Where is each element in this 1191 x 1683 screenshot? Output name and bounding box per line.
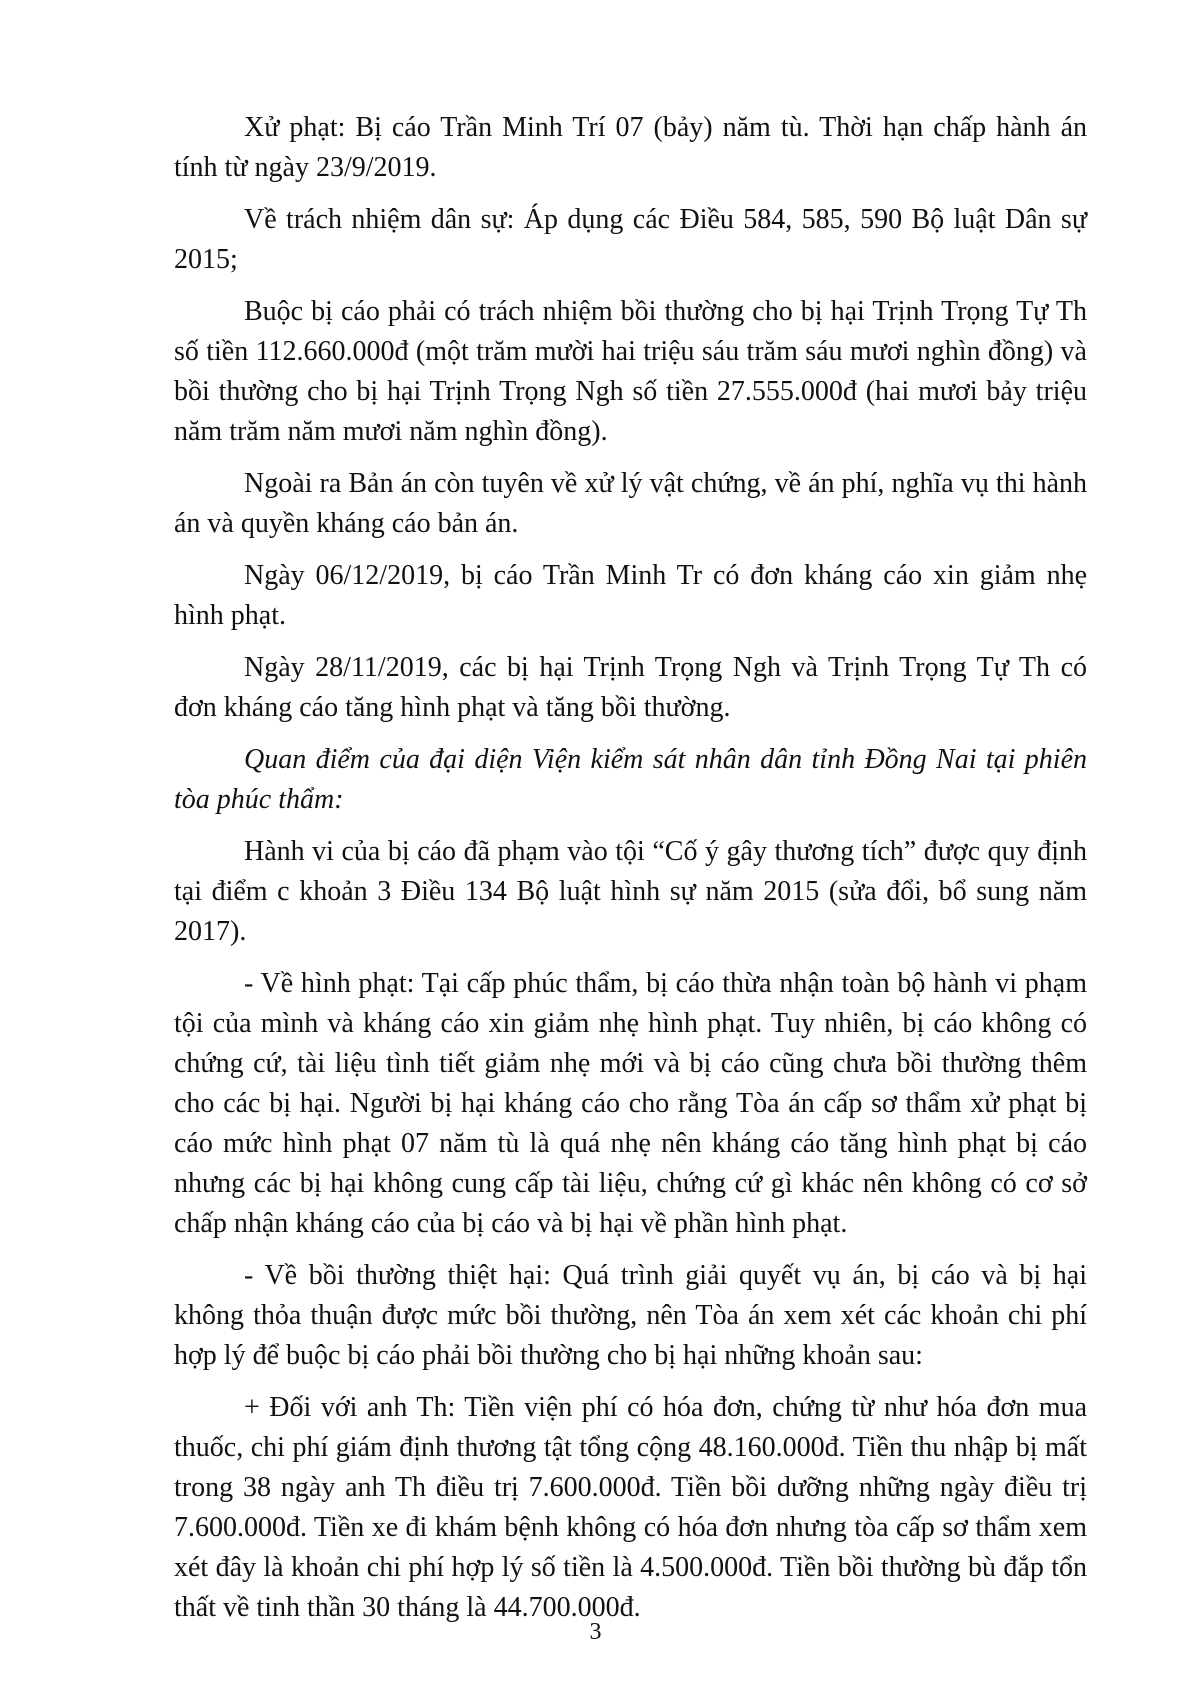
paragraph-defendant-appeal: Ngày 06/12/2019, bị cáo Trần Minh Tr có đơn kháng cáo xin giảm nhẹ hình phạt.	[174, 560, 1087, 631]
document-body	[174, 108, 1087, 1640]
section-heading-procuracy-view: Quan điểm của đại diện Viện kiểm sát nhân dân tỉnh Đồng Nai tại phiên tòa phúc thẩm:	[174, 744, 1087, 815]
paragraph-damages-th: + Đối với anh Th: Tiền viện phí có hóa đơn, chứng từ như hóa đơn mua thuốc, chi phí giám định thương tật tổng cộng 48.160.000đ. Tiền thu nhập bị mất trong 38 ngày anh Th điều trị 7.600.000đ. Tiền bồi dưỡng những ngày điều trị 7.600.000đ. Tiền xe đi khám bệnh không có hóa đơn nhưng tòa cấp sơ thẩm xem xét đây là khoản chi phí hợp lý số tiền là 4.500.000đ. Tiền bồi thường bù đắp tổn thất về tinh thần 30 tháng là 44.700.000đ.	[174, 1392, 1087, 1623]
paragraph-compensation-order: Buộc bị cáo phải có trách nhiệm bồi thường cho bị hại Trịnh Trọng Tự Th số tiền 112.660.000đ (một trăm mười hai triệu sáu trăm sáu mươi nghìn đồng) và bồi thường cho bị hại Trịnh Trọng Ngh số tiền 27.555.000đ (hai mươi bảy triệu năm trăm năm mươi năm nghìn đồng).	[174, 296, 1087, 447]
paragraph-sentence: Xử phạt: Bị cáo Trần Minh Trí 07 (bảy) năm tù. Thời hạn chấp hành án tính từ ngày 23/9/2019.	[174, 112, 1087, 183]
page-number: 3	[589, 1619, 602, 1645]
paragraph-offense: Hành vi của bị cáo đã phạm vào tội “Cố ý gây thương tích” được quy định tại điểm c khoản 3 Điều 134 Bộ luật hình sự năm 2015 (sửa đổi, bổ sung năm 2017).	[174, 836, 1087, 947]
paragraph-penalty: - Về hình phạt: Tại cấp phúc thẩm, bị cáo thừa nhận toàn bộ hành vi phạm tội của mình và kháng cáo xin giảm nhẹ hình phạt. Tuy nhiên, bị cáo không có chứng cứ, tài liệu tình tiết giảm nhẹ mới và bị cáo cũng chưa bồi thường thêm cho các bị hại. Người bị hại kháng cáo cho rằng Tòa án cấp sơ thẩm xử phạt bị cáo mức hình phạt 07 năm tù là quá nhẹ nên kháng cáo tăng hình phạt bị cáo nhưng các bị hại không cung cấp tài liệu, chứng cứ gì khác nên không có cơ sở chấp nhận kháng cáo của bị cáo và bị hại về phần hình phạt.	[174, 968, 1087, 1239]
paragraph-other-rulings: Ngoài ra Bản án còn tuyên về xử lý vật chứng, về án phí, nghĩa vụ thi hành án và quyền kháng cáo bản án.	[174, 468, 1087, 539]
paragraph-damages: - Về bồi thường thiệt hại: Quá trình giải quyết vụ án, bị cáo và bị hại không thỏa thuận được mức bồi thường, nên Tòa án xem xét các khoản chi phí hợp lý để buộc bị cáo phải bồi thường cho bị hại những khoản sau:	[174, 1260, 1087, 1371]
paragraph-civil-liability: Về trách nhiệm dân sự: Áp dụng các Điều 584, 585, 590 Bộ luật Dân sự 2015;	[174, 204, 1087, 275]
paragraph-victims-appeal: Ngày 28/11/2019, các bị hại Trịnh Trọng Ngh và Trịnh Trọng Tự Th có đơn kháng cáo tăng hình phạt và tăng bồi thường.	[174, 652, 1087, 723]
